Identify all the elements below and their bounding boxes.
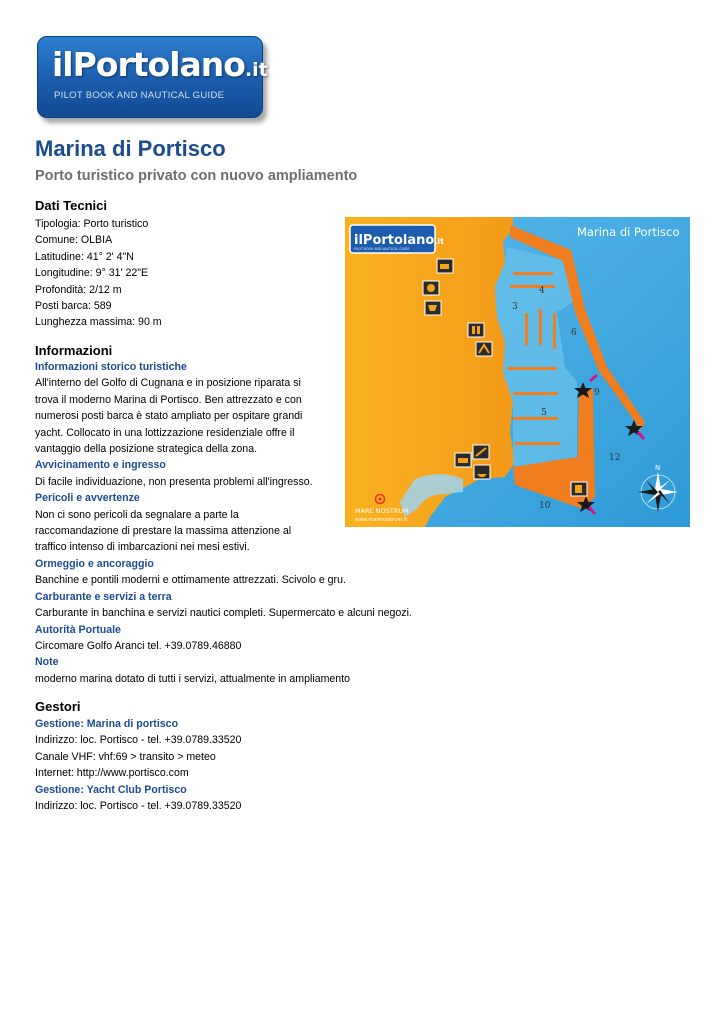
depth-label: 12 (609, 453, 621, 463)
storico-line: yacht. Collocato in una lottizzazione residenziale offre il (35, 426, 295, 439)
map-logo-tagline: PILOT BOOK AND NAUTICAL GUIDE (354, 247, 410, 251)
dati-profondita: Profondità: 2/12 m (35, 283, 122, 296)
pontoon (525, 313, 528, 345)
harbour-map (345, 217, 690, 527)
depth-label: 10 (539, 501, 551, 511)
storico-line: numerosi posti barca è stato ampliato per ospitare grandi (35, 410, 303, 423)
map-logo (350, 225, 444, 253)
pericoli-line: traffico intenso di imbarcazioni nei mesi estivi. (35, 541, 250, 554)
subheading-ormeggio: Ormeggio e ancoraggio (35, 557, 154, 570)
pontoon (513, 417, 558, 420)
gestore-vhf: Canale VHF: vhf:69 > transito > meteo (35, 750, 216, 763)
fuel-glyph (575, 485, 582, 493)
subheading-autorita: Autorità Portuale (35, 623, 121, 636)
subheading-avvicinamento: Avvicinamento e ingresso (35, 459, 166, 472)
storico-line: vantaggio della posizione strategica della zona. (35, 443, 258, 456)
depth-label: 6 (571, 328, 577, 338)
map-logo-wordmark: ilPortolano.it (354, 233, 444, 248)
subheading-carburante: Carburante e servizi a terra (35, 590, 172, 603)
storico-line: All'interno del Golfo di Cugnana e in posizione riparata si (35, 377, 301, 390)
pontoon (513, 272, 553, 275)
dati-tecnici-block (35, 216, 162, 331)
toilets-icon (468, 323, 484, 337)
dati-longitudine: Longitudine: 9° 31' 22"E (35, 267, 149, 280)
dati-tipologia: Tipologia: Porto turistico (35, 218, 149, 230)
subheading-gestione-yacht-club: Gestione: Yacht Club Portisco (35, 783, 187, 796)
toilets-glyph (472, 326, 475, 334)
section-heading-informazioni: Informazioni (35, 343, 113, 358)
gestori-block (35, 716, 241, 814)
mare-nostrum-name: MARE NOSTRUM (355, 507, 409, 515)
gestore-indirizzo: Indirizzo: loc. Portisco - tel. +39.0789.33520 (35, 734, 242, 747)
dati-comune: Comune: OLBIA (35, 234, 113, 247)
depth-label: 5 (541, 408, 547, 418)
ormeggio-text: Banchine e pontili moderni e ottimamente attrezzati. Scivolo e gru. (35, 574, 346, 587)
info-icon-glyph (427, 284, 435, 292)
storico-line: trova il moderno Marina di Portisco. Ben attrezzato e con (35, 393, 302, 406)
page-subtitle: Porto turistico privato con nuovo ampliamento (35, 168, 358, 184)
section-heading-gestori: Gestori (35, 699, 81, 714)
subheading-storico: Informazioni storico turistiche (35, 361, 187, 373)
section-heading-dati-tecnici: Dati Tecnici (35, 198, 108, 213)
avvicinamento-text: Di facile individuazione, non presenta problemi all'ingresso. (35, 475, 313, 488)
boat-repair-glyph (458, 458, 468, 463)
note-text: moderno marina dotato di tutti i servizi, attualmente in ampliamento (35, 672, 351, 685)
compass-n-label: N (655, 464, 661, 472)
pontoon (513, 392, 558, 395)
depth-label: 3 (512, 302, 518, 312)
logo-wordmark: ilPortolano.it (52, 45, 268, 84)
carburante-text: Carburante in banchina e servizi nautici completi. Supermercato e alcuni negozi. (35, 607, 412, 620)
dati-posti-barca: Posti barca: 589 (35, 300, 112, 313)
yacht-club-indirizzo: Indirizzo: loc. Portisco - tel. +39.0789.33520 (35, 800, 242, 813)
subheading-note: Note (35, 656, 59, 669)
mare-nostrum-url: www.marenostrum.it (355, 517, 408, 523)
pericoli-line: Non ci sono pericoli da segnalare a parte la (35, 508, 239, 521)
autorita-text: Circomare Golfo Aranci tel. +39.0789.46880 (35, 639, 242, 652)
depth-label: 4 (539, 286, 545, 296)
logo-tagline: PILOT BOOK AND NAUTICAL GUIDE (54, 90, 225, 101)
pericoli-line: raccomandazione di prestare la massima attenzione al (35, 525, 292, 538)
page-title: Marina di Portisco (35, 136, 226, 161)
subheading-pericoli: Pericoli e avvertenze (35, 492, 140, 505)
toilets-glyph (477, 326, 480, 334)
subheading-gestione-marina: Gestione: Marina di portisco (35, 718, 179, 730)
pontoon (515, 442, 560, 445)
site-logo[interactable] (37, 36, 268, 118)
gestore-internet[interactable]: Internet: http://www.portisco.com (35, 767, 189, 780)
pontoon (510, 285, 555, 288)
map-title: Marina di Portisco (577, 225, 680, 239)
restaurant-icon-glyph (440, 264, 449, 269)
pontoon (553, 313, 556, 349)
dati-latitudine: Latitudine: 41° 2' 4"N (35, 250, 134, 263)
dati-lunghezza-massima: Lunghezza massima: 90 m (35, 316, 162, 329)
depth-label: 9 (594, 388, 600, 398)
pontoon (539, 309, 542, 345)
pontoon (507, 367, 557, 370)
